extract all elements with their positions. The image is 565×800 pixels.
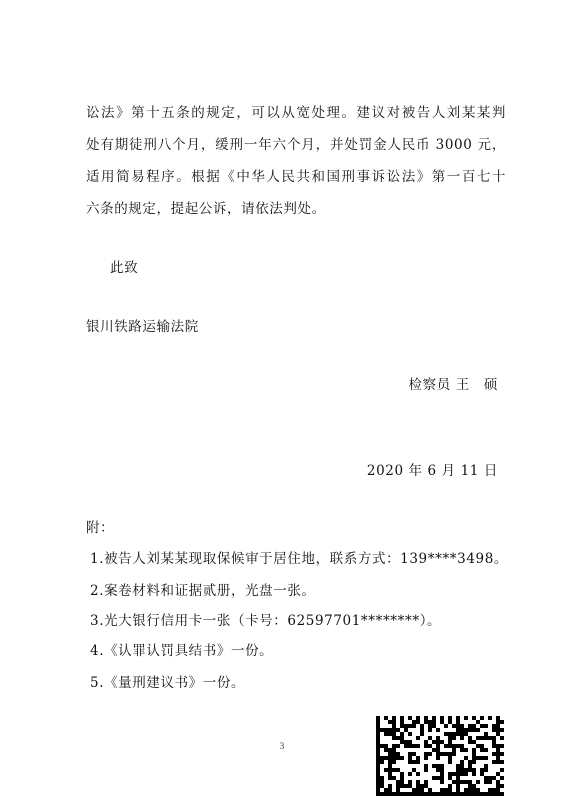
attachment-item-3: 3.光大银行信用卡一张（卡号：62597701********）。 [90, 613, 442, 629]
body-line-1: 讼法》第十五条的规定，可以从宽处理。建议对被告人刘某某判 [86, 105, 506, 121]
body-line-3: 适用简易程序。根据《中华人民共和国刑事诉讼法》第一百七十 [86, 169, 506, 185]
attachment-item-5: 5.《量刑建议书》一份。 [90, 675, 246, 691]
attachment-item-2: 2.案卷材料和证据贰册，光盘一张。 [90, 583, 316, 599]
recipient: 银川铁路运输法院 [86, 319, 199, 335]
attachment-item-1: 1.被告人刘某某现取保候审于居住地，联系方式：139****3498。 [90, 551, 509, 567]
attachments-heading: 附： [86, 520, 115, 536]
signature: 检察员 王 硕 [408, 377, 498, 393]
body-line-2: 处有期徒刑八个月，缓刑一年六个月，并处罚金人民币 3000 元， [86, 137, 506, 153]
body-line-4: 六条的规定，提起公诉，请依法判处。 [86, 201, 326, 217]
page-number: 3 [279, 741, 285, 751]
salutation: 此致 [110, 260, 139, 276]
qr-code-icon [376, 716, 504, 796]
date: 2020 年 6 月 11 日 [366, 463, 498, 479]
attachment-item-4: 4.《认罪认罚具结书》一份。 [90, 643, 274, 659]
